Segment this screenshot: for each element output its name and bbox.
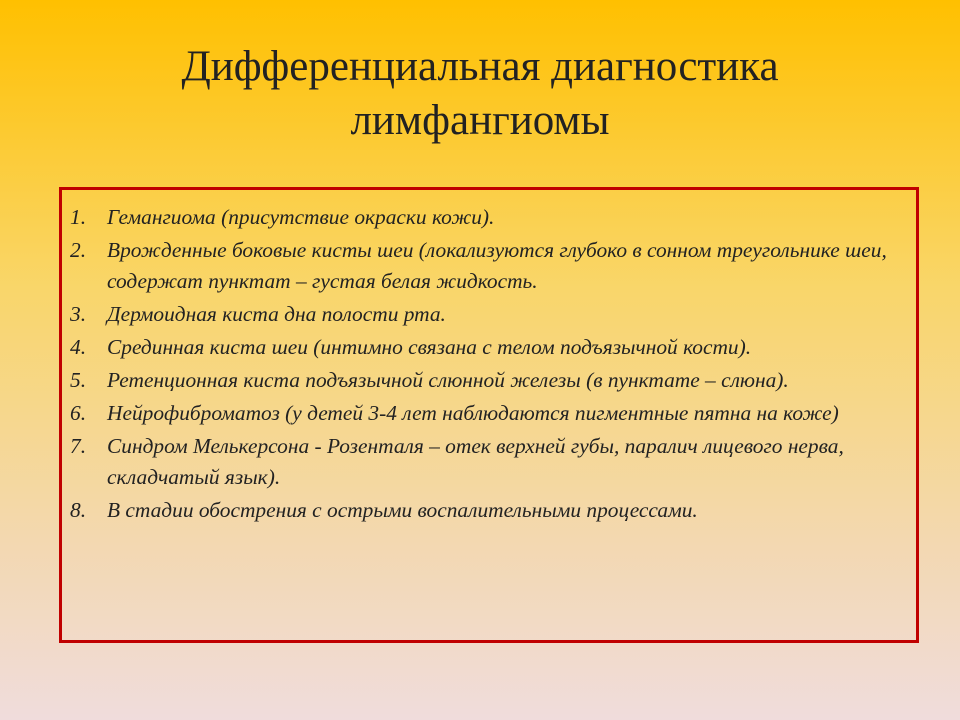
list-item (70, 299, 902, 330)
list-item-number: 1. (70, 205, 87, 229)
list-item-text: Гемангиома (присутствие окраски кожи). (107, 205, 495, 229)
list-item (70, 332, 902, 363)
list-item-number: 7. (70, 434, 87, 458)
list-item (70, 495, 902, 526)
list-item-number: 2. (70, 238, 87, 262)
list-item-number: 5. (70, 368, 87, 392)
list-item-number: 3. (70, 302, 87, 326)
list-item-text: Синдром Мелькерсона - Розенталя – отек верхней губы, паралич лицевого нерва, складчатый язык). (107, 434, 844, 489)
list-item-number: 4. (70, 335, 87, 359)
list-item-text: Нейрофиброматоз (у детей 3-4 лет наблюдаются пигментные пятна на коже) (107, 401, 839, 425)
list-item-text: Ретенционная киста подъязычной слюнной железы (в пунктате – слюна). (107, 368, 789, 392)
list-item-text: Врожденные боковые кисты шеи (локализуются глубоко в сонном треугольнике шеи, содержат пунктат – густая белая жидкость. (107, 238, 887, 293)
list-item-text: В стадии обострения с острыми воспалительными процессами. (107, 498, 698, 522)
slide-title-line-1: Дифференциальная диагностика (181, 43, 779, 90)
list-item-text: Дермоидная киста дна полости рта. (107, 302, 446, 326)
list-item (70, 365, 902, 396)
slide-title-line-2: лимфангиомы (350, 97, 610, 144)
list-item (70, 202, 902, 233)
content-box (59, 187, 919, 643)
slide-title (80, 40, 880, 148)
list-item (70, 431, 902, 493)
list-item-number: 6. (70, 401, 87, 425)
list-item (70, 398, 902, 429)
diagnosis-list (70, 202, 902, 526)
list-item-text: Срединная киста шеи (интимно связана с телом подъязычной кости). (107, 335, 752, 359)
list-item (70, 235, 902, 297)
list-item-number: 8. (70, 498, 87, 522)
